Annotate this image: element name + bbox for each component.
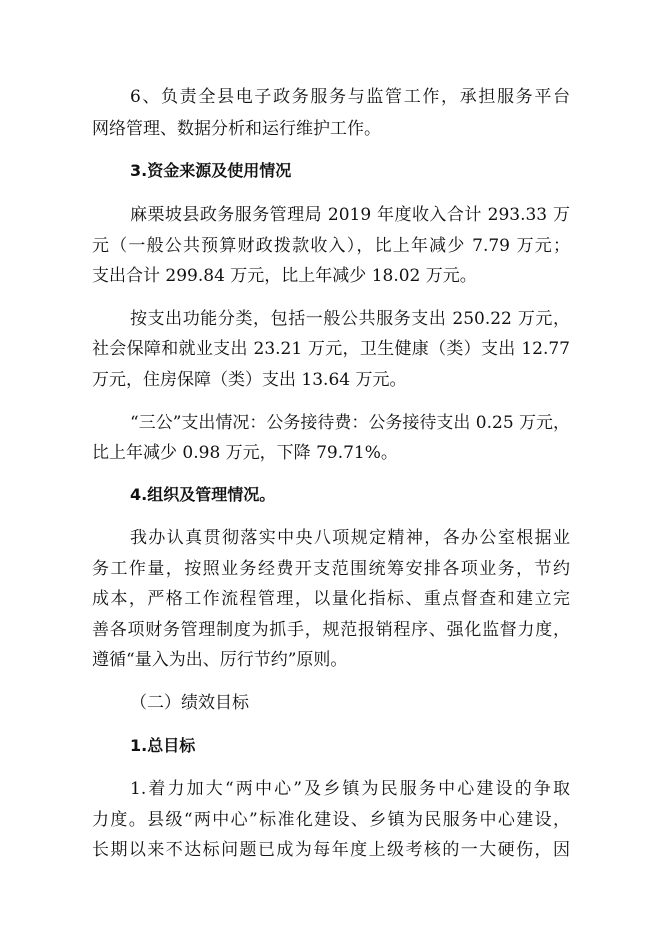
paragraph-line: 比上年减少 0.98 万元，下降 79.71%。 — [92, 443, 398, 463]
paragraph-line: 务工作量，按照业务经费开支范围统筹安排各项业务，节约 — [92, 559, 570, 579]
paragraph-line: 6、负责全县电子政务服务与监管工作，承担服务平台 — [130, 87, 570, 107]
paragraph-line: 万元，住房保障（类）支出 13.64 万元。 — [92, 370, 407, 390]
paragraph-line: 麻栗坡县政务服务管理局 2019 年度收入合计 293.33 万 — [130, 205, 570, 225]
paragraph-line: 社会保障和就业支出 23.21 万元，卫生健康（类）支出 12.77 — [92, 339, 570, 359]
paragraph-line: 成本，严格工作流程管理，以量化指标、重点督查和建立完 — [92, 589, 570, 609]
section-heading: 4.组织及管理情况。 — [130, 485, 276, 504]
paragraph-line: 我办认真贯彻落实中央八项规定精神，各办公室根据业 — [130, 528, 570, 548]
paragraph-line: “三公”支出情况：公务接待费：公务接待支出 0.25 万元， — [130, 413, 571, 433]
subsection-title: （二）绩效目标 — [130, 693, 249, 713]
paragraph-line: 遵循“量入为出、厉行节约”原则。 — [92, 650, 348, 670]
paragraph-line: 1.着力加大“两中心”及乡镇为民服务中心建设的争取 — [130, 779, 570, 799]
section-heading: 1.总目标 — [130, 736, 196, 755]
paragraph-line: 力度。县级“两中心”标准化建设、乡镇为民服务中心建设， — [92, 810, 570, 830]
paragraph-line: 网络管理、数据分析和运行维护工作。 — [92, 119, 381, 139]
paragraph-line: 支出合计 299.84 万元，比上年减少 18.02 万元。 — [92, 266, 477, 286]
paragraph-line: 长期以来不达标问题已成为每年度上级考核的一大硬伤，因 — [92, 840, 570, 860]
paragraph-line: 元（一般公共预算财政拨款收入），比上年减少 7.79 万元； — [92, 236, 570, 256]
paragraph-line: 善各项财务管理制度为抓手，规范报销程序、强化监督力度， — [92, 620, 570, 640]
paragraph-line: 按支出功能分类，包括一般公共服务支出 250.22 万元， — [130, 309, 570, 329]
section-heading: 3.资金来源及使用情况 — [130, 161, 292, 180]
